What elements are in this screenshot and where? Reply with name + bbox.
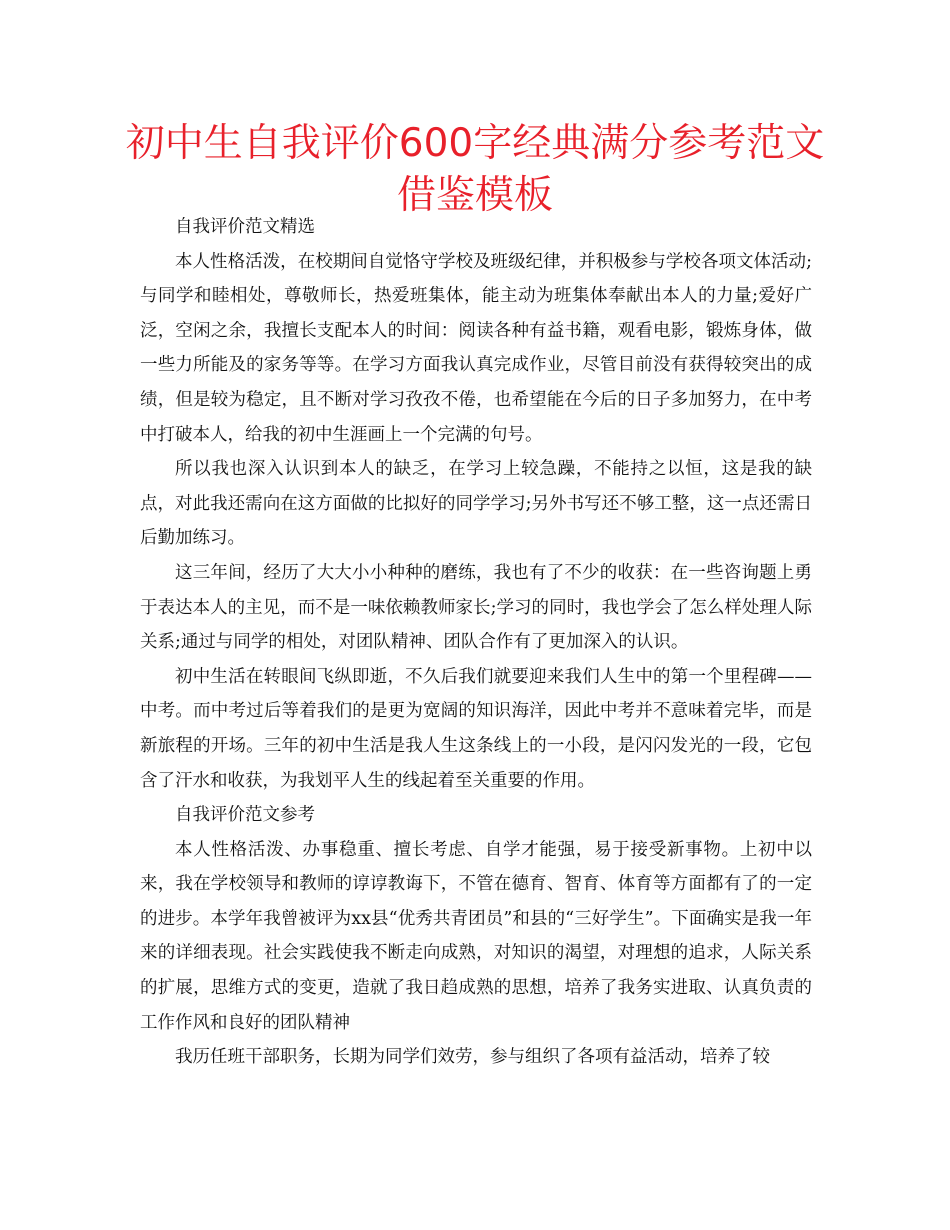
paragraph: 这三年间，经历了大大小小种种的磨练，我也有了不少的收获：在一些咨询题上勇于表达本人的主见，而不是一味依赖教师家长;学习的同时，我也学会了怎么样处理人际关系;通过与同学的相处，对团队精神、团队合作有了更加深入的认识。 [140, 562, 812, 653]
section-heading: 自我评价范文精选 [175, 217, 315, 237]
title-line-1: 初中生自我评价600字经典满分参考范文 [125, 121, 825, 166]
section-heading: 自我评价范文参考 [175, 805, 315, 826]
paragraph: 本人性格活泼，在校期间自觉恪守学校及班级纪律，并积极参与学校各项文体活动;与同学和睦相处，尊敬师长，热爱班集体，能主动为班集体奉献出本人的力量;爱好广泛，空闲之余，我擅长支配本人的时间：阅读各种有益书籍，观看电影，锻炼身体，做一些力所能及的家务等等。在学习方面我认真完成作业，尽管目前没有获得较突出的成绩，但是较为稳定，且不断对学习孜孜不倦，也希望能在今后的日子多加努力，在中考中打破本人，给我的初中生涯画上一个完满的句号。 [140, 251, 812, 445]
paragraph: 初中生活在转眼间飞纵即逝，不久后我们就要迎来我们人生中的第一个里程碑——中考。而中考过后等着我们的是更为宽阔的知识海洋，因此中考并不意味着完毕，而是新旅程的开场。三年的初中生活是我人生这条线上的一小段，是闪闪发光的一段，它包含了汗水和收获，为我划平人生的线起着至关重要的作用。 [140, 666, 812, 791]
paragraph: 本人性格活泼、办事稳重、擅长考虑、自学才能强，易于接受新事物。上初中以来，我在学校领导和教师的谆谆教诲下，不管在德育、智育、体育等方面都有了的一定的进步。本学年我曾被评为xx县“优秀共青团员”和县的“三好学生”。下面确实是我一年来的详细表现。社会实践使我不断走向成熟，对知识的渴望，对理想的追求，人际关系的扩展，思维方式的变更，造就了我日趋成熟的思想，培养了我务实进取、认真负责的工作作风和良好的团队精神 [140, 839, 812, 1033]
title-line-2: 借鉴模板 [396, 173, 553, 218]
paragraph: 所以我也深入认识到本人的缺乏，在学习上较急躁，不能持之以恒，这是我的缺点，对此我还需向在这方面做的比拟好的同学学习;另外书写还不够工整，这一点还需日后勤加练习。 [140, 459, 812, 549]
paragraph: 我历任班干部职务，长期为同学们效劳，参与组织了各项有益活动，培养了较 [175, 1047, 770, 1068]
document-body [140, 210, 812, 1075]
document-title [100, 118, 850, 222]
